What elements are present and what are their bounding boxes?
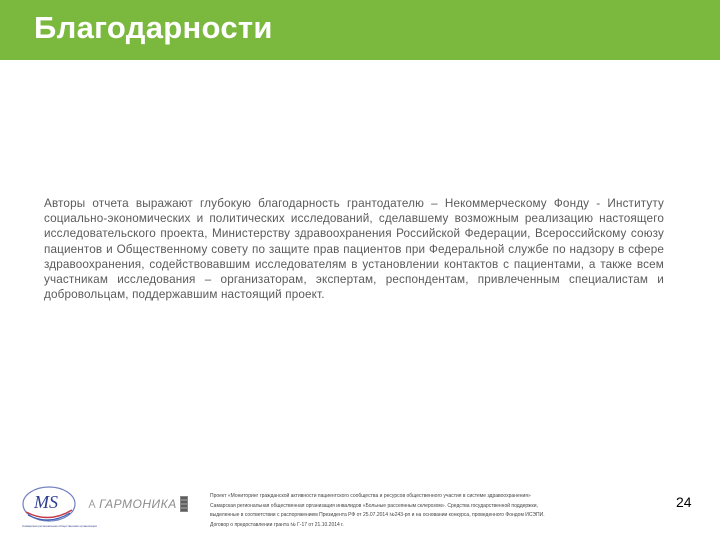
ms-logo-letters: MS	[34, 492, 58, 512]
partner-logo-mark-icon	[88, 493, 96, 515]
page-number: 24	[676, 494, 692, 510]
slide-header	[0, 0, 720, 60]
ms-organization-logo	[20, 484, 78, 524]
footer-note-line: Проект «Мониторинг гражданской активности пациентского сообщества и ресурсов общественного участия в системе здравоохранения»	[210, 493, 531, 499]
footer-note-line: Договор о предоставлении гранта № Г-17 от 21.10.2014 г.	[210, 521, 344, 528]
footer-note-line: Самарская региональная общественная организация инвалидов «Больные рассеянным склерозом». Средства государственной поддержки,	[210, 502, 538, 509]
footer-grant-note	[210, 492, 640, 530]
partner-qr-icon	[180, 496, 188, 512]
partner-logo-name: ГАРМОНИКА	[99, 497, 177, 511]
ms-logo-caption: Самарская региональная общественная организация	[22, 524, 97, 528]
partner-logo	[88, 490, 188, 518]
acknowledgement-text: Авторы отчета выражают глубокую благодарность грантодателю – Некоммерческому Фонду - Институту социально-экономических и политических исследований, сделавшему возможным реализацию настоящего исследовательского проекта, Министерству здравоохранения Российской Федерации, Всероссийскому союзу пациентов и Общественному совету по защите прав пациентов при Федеральной службе по надзору в сфере здравоохранения, содействовавшим исследователям в установлении контактов с пациентами, а также всем участникам исследования – организаторам, экспертам, респондентам, привлеченным специалистам и добровольцам, поддержавшим настоящий проект.	[44, 197, 664, 302]
footer-note-line: выделенные в соответствии с распоряжением Президента РФ от 25.07.2014 №243-рп и на основании конкурса, проведенного Фондом ИСЭПИ.	[210, 512, 545, 519]
slide-title: Благодарности	[34, 10, 273, 45]
